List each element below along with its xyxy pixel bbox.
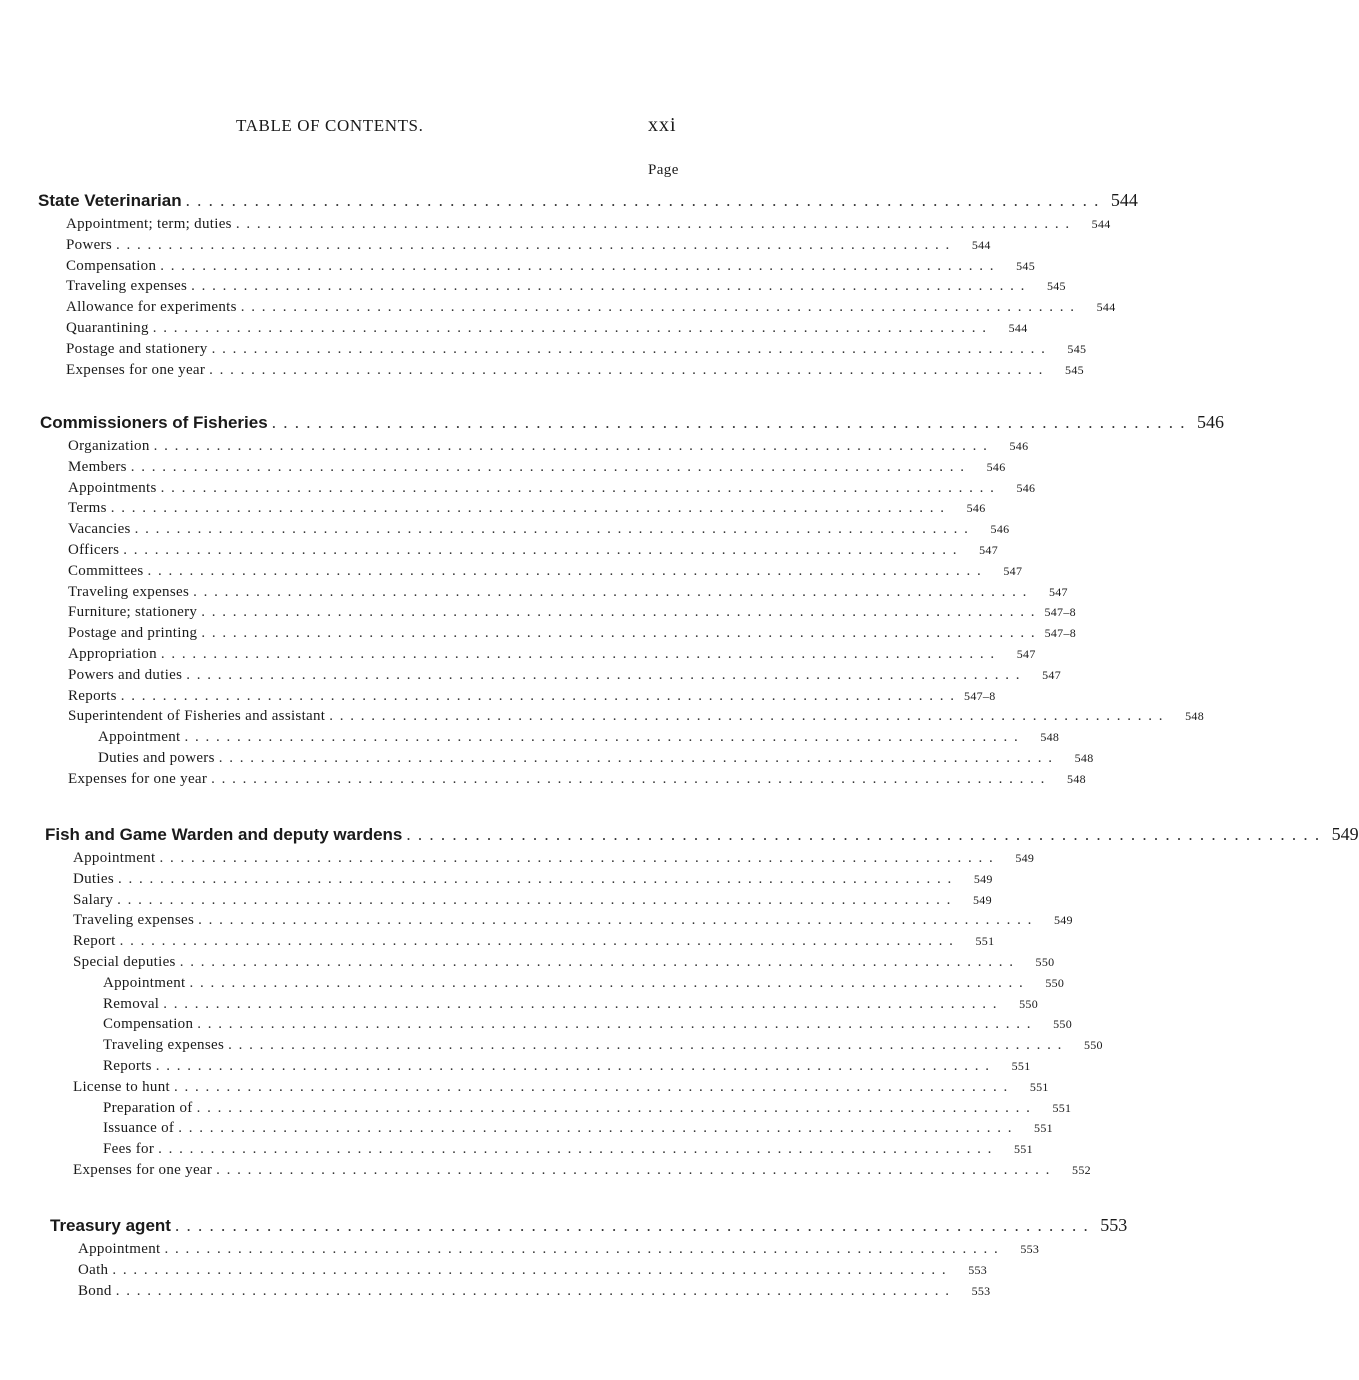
toc-entry: [45, 870, 993, 892]
dot-leader: . . . . . . . . . . . . . . . . . . . . . . . . . . . . . . . . . . . . . . . . . . . . . . . . . . . . . . . . . . . . . . . . . . . . . . . . . . . . . . . .: [211, 770, 1046, 787]
dot-leader: . . . . . . . . . . . . . . . . . . . . . . . . . . . . . . . . . . . . . . . . . . . . . . . . . . . . . . . . . . . . . . . . . . . . . . . . . . . . . . . .: [155, 1057, 991, 1074]
dot-leader: . . . . . . . . . . . . . . . . . . . . . . . . . . . . . . . . . . . . . . . . . . . . . . . . . . . . . . . . . . . . . . . . . . . . . . . . . . . . . . . .: [110, 500, 946, 517]
toc-entry-page: 552: [1072, 1162, 1091, 1177]
toc-entry: [40, 625, 1077, 646]
toc-entry: [45, 1037, 1103, 1058]
toc-entry-label: Duties and powers: [98, 749, 215, 766]
toc-entry-page: 548: [1040, 730, 1060, 745]
toc-entry-label: Appointment: [73, 850, 156, 866]
toc-entry-page: 549: [972, 892, 992, 907]
dot-leader: . . . . . . . . . . . . . . . . . . . . . . . . . . . . . . . . . . . . . . . . . . . . . . . . . . . . . . . . . . . . . . . . . . . . . . . . . . . . . . . .: [119, 933, 955, 950]
toc-entry-page: 553: [1020, 1242, 1040, 1256]
toc-entry-label: Terms: [68, 500, 107, 517]
toc-entry-label: Compensation: [103, 1016, 194, 1033]
toc-entry: [38, 216, 1111, 237]
dot-leader: . . . . . . . . . . . . . . . . . . . . . . . . . . . . . . . . . . . . . . . . . . . . . . . . . . . . . . . . . . . . . . . . . . . . . . . . . . . . . . . .: [115, 1282, 951, 1299]
toc-entry: [40, 666, 1062, 688]
toc-entry-label: Expenses for one year: [66, 361, 206, 378]
toc-entry-page: 553: [968, 1262, 988, 1277]
dot-leader: . . . . . . . . . . . . . . . . . . . . . . . . . . . . . . . . . . . . . . . . . . . . . . . . . . . . . . . . . . . . . . . . . . . . . . . . . . . . . . . .: [147, 562, 983, 579]
toc-entry: [45, 1057, 1031, 1079]
toc-entry-page: 544: [1096, 300, 1116, 315]
section-heading-page: 546: [1196, 412, 1224, 432]
section-heading: [38, 190, 1138, 214]
toc-entry: [45, 912, 1073, 933]
dot-leader: . . . . . . . . . . . . . . . . . . . . . . . . . . . . . . . . . . . . . . . . . . . . . . . . . . . . . . . . . . . . . . . . . . . . . . . . . . . . . . . .: [160, 257, 996, 274]
section-heading: [50, 1215, 1128, 1239]
dot-leader: . . . . . . . . . . . . . . . . . . . . . . . . . . . . . . . . . . . . . . . . . . . . . . . . . . . . . . . . . . . . . . . . . . . . . . . . . . . . . . . .: [123, 541, 959, 558]
dot-leader: . . . . . . . . . . . . . . . . . . . . . . . . . . . . . . . . . . . . . . . . . . . . . . . . . . . . . . . . . . . . . . . . . . . . . . . . . . . . . . . .: [240, 299, 1076, 316]
toc-entry-label: License to hunt: [73, 1078, 170, 1095]
dot-leader: . . . . . . . . . . . . . . . . . . . . . . . . . . . . . . . . . . . . . . . . . . . . . . . . . . . . . . . . . . . . . . . . . . . . . . . . . . . . . . . .: [174, 1216, 1090, 1235]
toc-entry-label: Issuance of: [103, 1120, 175, 1137]
toc-entry-label: Duties: [73, 870, 114, 887]
dot-leader: . . . . . . . . . . . . . . . . . . . . . . . . . . . . . . . . . . . . . . . . . . . . . . . . . . . . . . . . . . . . . . . . . . . . . . . . . . . . . . . .: [160, 479, 996, 496]
toc-entry-label: Postage and printing: [68, 625, 198, 642]
toc-entry-label: Bond: [78, 1282, 112, 1299]
toc-entry-label: Powers: [66, 236, 112, 253]
dot-leader: . . . . . . . . . . . . . . . . . . . . . . . . . . . . . . . . . . . . . . . . . . . . . . . . . . . . . . . . . . . . . . . . . . . . . . . . . . . . . . . .: [406, 825, 1321, 844]
toc-entry-label: Powers and duties: [68, 666, 183, 683]
toc-entry-page: 550: [1019, 996, 1039, 1011]
toc-entry-page: 549: [1015, 851, 1035, 865]
dot-leader: . . . . . . . . . . . . . . . . . . . . . . . . . . . . . . . . . . . . . . . . . . . . . . . . . . . . . . . . . . . . . . . . . . . . . . . . . . . . . . . .: [189, 974, 1025, 991]
toc-entry-page: 547–8: [1044, 605, 1076, 620]
dot-leader: . . . . . . . . . . . . . . . . . . . . . . . . . . . . . . . . . . . . . . . . . . . . . . . . . . . . . . . . . . . . . . . . . . . . . . . . . . . . . . . .: [117, 891, 952, 908]
toc-entry-page: 551: [1034, 1121, 1053, 1136]
toc-entry-label: Fees for: [103, 1141, 155, 1158]
toc-section: [40, 412, 1224, 792]
toc-entry-label: Quarantining: [66, 319, 149, 336]
toc-entry-label: Appropriation: [68, 645, 157, 662]
toc-entry-label: Expenses for one year: [73, 1161, 213, 1178]
toc-entry: [40, 604, 1076, 625]
toc-entry: [40, 749, 1094, 771]
toc-entry: [45, 1078, 1049, 1100]
toc-entry-label: Removal: [103, 995, 160, 1012]
toc-entry-label: Special deputies: [73, 953, 176, 970]
section-heading-page: 553: [1100, 1215, 1128, 1235]
dot-leader: . . . . . . . . . . . . . . . . . . . . . . . . . . . . . . . . . . . . . . . . . . . . . . . . . . . . . . . . . . . . . . . . . . . . . . . . . . . . . . . .: [201, 625, 1037, 642]
toc-entry: [45, 953, 1055, 975]
toc-entry-page: 551: [1013, 1142, 1033, 1157]
dot-leader: . . . . . . . . . . . . . . . . . . . . . . . . . . . . . . . . . . . . . . . . . . . . . . . . . . . . . . . . . . . . . . . . . . . . . . . . . . . . . . . .: [235, 216, 1071, 232]
toc-entry-label: Reports: [68, 687, 117, 704]
section-heading-page: 549: [1331, 824, 1359, 844]
toc-entry-page: 547–8: [964, 688, 996, 703]
toc-entry-page: 548: [1067, 771, 1086, 786]
dot-leader: . . . . . . . . . . . . . . . . . . . . . . . . . . . . . . . . . . . . . . . . . . . . . . . . . . . . . . . . . . . . . . . . . . . . . . . . . . . . . . . .: [186, 666, 1022, 683]
dot-leader: . . . . . . . . . . . . . . . . . . . . . . . . . . . . . . . . . . . . . . . . . . . . . . . . . . . . . . . . . . . . . . . . . . . . . . . . . . . . . . . .: [196, 1099, 1032, 1116]
toc-entry: [45, 1161, 1091, 1183]
toc-entry: [40, 687, 996, 709]
dot-leader: . . . . . . . . . . . . . . . . . . . . . . . . . . . . . . . . . . . . . . . . . . . . . . . . . . . . . . . . . . . . . . . . . . . . . . . . . . . . . . . .: [163, 995, 999, 1012]
toc-entry-page: 547: [979, 542, 999, 557]
section-heading-label: State Veterinarian: [38, 191, 182, 210]
toc-entry-label: Furniture; stationery: [68, 604, 198, 621]
toc-entry-page: 551: [975, 934, 995, 949]
toc-entry-page: 545: [1016, 258, 1036, 273]
toc-entry: [45, 974, 1065, 996]
toc-entry-page: 547: [1048, 584, 1068, 599]
toc-entry: [50, 1282, 991, 1304]
toc-entry-page: 546: [990, 522, 1010, 537]
toc-entry-page: 548: [1074, 750, 1094, 765]
toc-entry: [38, 361, 1084, 383]
toc-entry: [40, 479, 1036, 501]
toc-entry-label: Report: [73, 933, 116, 950]
toc-entry-page: 547: [1042, 667, 1062, 682]
toc-entry: [38, 236, 991, 258]
toc-entry-label: Superintendent of Fisheries and assistant: [68, 708, 326, 725]
dot-leader: . . . . . . . . . . . . . . . . . . . . . . . . . . . . . . . . . . . . . . . . . . . . . . . . . . . . . . . . . . . . . . . . . . . . . . . . . . . . . . . .: [152, 319, 988, 336]
toc-entry-page: 548: [1185, 709, 1205, 724]
toc-entry: [40, 458, 1006, 480]
dot-leader: . . . . . . . . . . . . . . . . . . . . . . . . . . . . . . . . . . . . . . . . . . . . . . . . . . . . . . . . . . . . . . . . . . . . . . . . . . . . . . . .: [173, 1078, 1009, 1095]
toc-entry-label: Traveling expenses: [73, 912, 195, 929]
toc-entry-page: 544: [1008, 320, 1028, 335]
toc-entry-label: Appointment: [98, 729, 181, 746]
toc-entry-page: 546: [986, 459, 1006, 474]
dot-leader: . . . . . . . . . . . . . . . . . . . . . . . . . . . . . . . . . . . . . . . . . . . . . . . . . . . . . . . . . . . . . . . . . . . . . . . . . . . . . . . .: [134, 521, 970, 538]
dot-leader: . . . . . . . . . . . . . . . . . . . . . . . . . . . . . . . . . . . . . . . . . . . . . . . . . . . . . . . . . . . . . . . . . . . . . . . . . . . . . . . .: [178, 1120, 1013, 1137]
toc-entry: [40, 438, 1029, 459]
toc-entry: [45, 850, 1035, 871]
toc-entry-page: 546: [1009, 439, 1029, 453]
toc-entry: [45, 933, 995, 954]
toc-entry-page: 547: [1016, 646, 1036, 661]
toc-entry-label: Preparation of: [103, 1099, 193, 1116]
toc-entry-page: 550: [1035, 954, 1055, 969]
dot-leader: . . . . . . . . . . . . . . . . . . . . . . . . . . . . . . . . . . . . . . . . . . . . . . . . . . . . . . . . . . . . . . . . . . . . . . . . . . . . . . . .: [193, 583, 1028, 600]
toc-entry: [45, 1016, 1073, 1037]
toc-entry-label: Traveling expenses: [68, 583, 190, 600]
toc-entry-label: Vacancies: [68, 521, 131, 538]
section-heading: [40, 412, 1224, 436]
toc-entry-page: 549: [1053, 913, 1073, 928]
section-heading-label: Treasury agent: [50, 1216, 171, 1235]
toc-entry: [50, 1241, 1040, 1262]
page-column-label: Page: [648, 162, 679, 178]
dot-leader: . . . . . . . . . . . . . . . . . . . . . . . . . . . . . . . . . . . . . . . . . . . . . . . . . . . . . . . . . . . . . . . . . . . . . . . . . . . . . . . .: [130, 458, 966, 475]
section-heading-label: Fish and Game Warden and deputy wardens: [45, 825, 403, 844]
toc-entry: [40, 562, 1023, 584]
toc-entry-page: 553: [971, 1283, 991, 1298]
toc-entry-label: Expenses for one year: [68, 770, 208, 787]
dot-leader: . . . . . . . . . . . . . . . . . . . . . . . . . . . . . . . . . . . . . . . . . . . . . . . . . . . . . . . . . . . . . . . . . . . . . . . . . . . . . . . .: [191, 278, 1026, 295]
section-heading: [45, 824, 1359, 848]
toc-entry: [38, 257, 1036, 279]
toc-entry-label: Appointments: [68, 479, 157, 496]
dot-leader: . . . . . . . . . . . . . . . . . . . . . . . . . . . . . . . . . . . . . . . . . . . . . . . . . . . . . . . . . . . . . . . . . . . . . . . . . . . . . . . .: [160, 645, 996, 662]
dot-leader: . . . . . . . . . . . . . . . . . . . . . . . . . . . . . . . . . . . . . . . . . . . . . . . . . . . . . . . . . . . . . . . . . . . . . . . . . . . . . . . .: [216, 1161, 1051, 1178]
toc-entry-label: Organization: [68, 438, 150, 454]
dot-leader: . . . . . . . . . . . . . . . . . . . . . . . . . . . . . . . . . . . . . . . . . . . . . . . . . . . . . . . . . . . . . . . . . . . . . . . . . . . . . . . .: [218, 749, 1054, 766]
toc-entry-label: Traveling expenses: [66, 278, 188, 295]
dot-leader: . . . . . . . . . . . . . . . . . . . . . . . . . . . . . . . . . . . . . . . . . . . . . . . . . . . . . . . . . . . . . . . . . . . . . . . . . . . . . . . .: [197, 1016, 1033, 1033]
toc-entry-page: 551: [1029, 1079, 1049, 1094]
toc-entry-page: 545: [1046, 279, 1066, 294]
toc-entry: [40, 583, 1068, 605]
toc-entry: [38, 340, 1087, 362]
dot-leader: . . . . . . . . . . . . . . . . . . . . . . . . . . . . . . . . . . . . . . . . . . . . . . . . . . . . . . . . . . . . . . . . . . . . . . . . . . . . . . . .: [211, 340, 1047, 357]
dot-leader: . . . . . . . . . . . . . . . . . . . . . . . . . . . . . . . . . . . . . . . . . . . . . . . . . . . . . . . . . . . . . . . . . . . . . . . . . . . . . . . .: [153, 438, 989, 454]
toc-entry: [45, 1141, 1033, 1162]
toc-entry: [45, 995, 1039, 1017]
dot-leader: . . . . . . . . . . . . . . . . . . . . . . . . . . . . . . . . . . . . . . . . . . . . . . . . . . . . . . . . . . . . . . . . . . . . . . . . . . . . . . . .: [117, 870, 953, 887]
toc-entry: [40, 729, 1060, 750]
dot-leader: . . . . . . . . . . . . . . . . . . . . . . . . . . . . . . . . . . . . . . . . . . . . . . . . . . . . . . . . . . . . . . . . . . . . . . . . . . . . . . . .: [228, 1037, 1063, 1054]
toc-section: [38, 190, 1138, 382]
header-title: TABLE OF CONTENTS.: [236, 116, 424, 135]
dot-leader: . . . . . . . . . . . . . . . . . . . . . . . . . . . . . . . . . . . . . . . . . . . . . . . . . . . . . . . . . . . . . . . . . . . . . . . . . . . . . . . .: [184, 729, 1020, 746]
toc-entry-label: Reports: [103, 1057, 152, 1074]
toc-entry-label: Traveling expenses: [103, 1037, 225, 1054]
dot-leader: . . . . . . . . . . . . . . . . . . . . . . . . . . . . . . . . . . . . . . . . . . . . . . . . . . . . . . . . . . . . . . . . . . . . . . . . . . . . . . . .: [115, 236, 951, 253]
toc-entry: [38, 278, 1066, 299]
toc-entry-page: 545: [1067, 341, 1087, 356]
toc-entry: [50, 1261, 988, 1283]
dot-leader: . . . . . . . . . . . . . . . . . . . . . . . . . . . . . . . . . . . . . . . . . . . . . . . . . . . . . . . . . . . . . . . . . . . . . . . . . . . . . . . .: [159, 850, 995, 866]
toc-entry-label: Appointment: [103, 974, 186, 991]
toc-entry: [38, 319, 1028, 341]
toc-entry-label: Allowance for experiments: [66, 299, 237, 316]
toc-entry-page: 551: [1052, 1100, 1072, 1115]
dot-leader: . . . . . . . . . . . . . . . . . . . . . . . . . . . . . . . . . . . . . . . . . . . . . . . . . . . . . . . . . . . . . . . . . . . . . . . . . . . . . . . .: [120, 687, 956, 704]
toc-entry: [40, 500, 986, 521]
toc-entry: [40, 708, 1205, 729]
toc-entry-page: 544: [1091, 217, 1111, 231]
toc-entry: [45, 891, 992, 913]
toc-entry-page: 550: [1083, 1038, 1103, 1053]
toc-entry-page: 546: [1016, 480, 1036, 495]
toc-entry-page: 544: [971, 237, 991, 252]
dot-leader: . . . . . . . . . . . . . . . . . . . . . . . . . . . . . . . . . . . . . . . . . . . . . . . . . . . . . . . . . . . . . . . . . . . . . . . . . . . . . . . .: [158, 1141, 993, 1158]
dot-leader: . . . . . . . . . . . . . . . . . . . . . . . . . . . . . . . . . . . . . . . . . . . . . . . . . . . . . . . . . . . . . . . . . . . . . . . . . . . . . . . .: [112, 1261, 948, 1278]
toc-entry-page: 545: [1065, 362, 1084, 377]
toc-entry-page: 547–8: [1044, 626, 1077, 641]
toc-entry-page: 550: [1045, 975, 1065, 990]
toc-entry-label: Appointment: [78, 1241, 161, 1257]
dot-leader: . . . . . . . . . . . . . . . . . . . . . . . . . . . . . . . . . . . . . . . . . . . . . . . . . . . . . . . . . . . . . . . . . . . . . . . . . . . . . . . .: [271, 413, 1186, 432]
toc-entry: [38, 299, 1116, 320]
toc-entry: [40, 645, 1036, 667]
toc-entry-label: Committees: [68, 562, 144, 579]
toc-entry-page: 549: [973, 871, 993, 886]
toc-entry-label: Oath: [78, 1261, 109, 1278]
dot-leader: . . . . . . . . . . . . . . . . . . . . . . . . . . . . . . . . . . . . . . . . . . . . . . . . . . . . . . . . . . . . . . . . . . . . . . . . . . . . . . . .: [201, 604, 1036, 621]
toc-entry-label: Members: [68, 458, 127, 475]
toc-entry-label: Officers: [68, 541, 120, 558]
dot-leader: . . . . . . . . . . . . . . . . . . . . . . . . . . . . . . . . . . . . . . . . . . . . . . . . . . . . . . . . . . . . . . . . . . . . . . . . . . . . . . . .: [185, 191, 1100, 210]
toc-entry: [40, 521, 1010, 542]
section-heading-page: 544: [1110, 190, 1138, 210]
dot-leader: . . . . . . . . . . . . . . . . . . . . . . . . . . . . . . . . . . . . . . . . . . . . . . . . . . . . . . . . . . . . . . . . . . . . . . . . . . . . . . . .: [209, 361, 1044, 378]
dot-leader: . . . . . . . . . . . . . . . . . . . . . . . . . . . . . . . . . . . . . . . . . . . . . . . . . . . . . . . . . . . . . . . . . . . . . . . . . . . . . . . .: [198, 912, 1033, 929]
toc-section: [50, 1215, 1128, 1303]
dot-leader: . . . . . . . . . . . . . . . . . . . . . . . . . . . . . . . . . . . . . . . . . . . . . . . . . . . . . . . . . . . . . . . . . . . . . . . . . . . . . . . .: [329, 708, 1165, 725]
toc-entry: [45, 1120, 1053, 1141]
toc-section: [45, 824, 1359, 1183]
toc-entry-label: Appointment; term; duties: [66, 216, 232, 232]
toc-entry-label: Salary: [73, 891, 114, 908]
section-heading-label: Commissioners of Fisheries: [40, 413, 268, 432]
toc-entry: [40, 770, 1086, 792]
toc-entry-page: 551: [1011, 1058, 1031, 1073]
header-page-number: xxi: [648, 114, 677, 136]
toc-entry-label: Postage and stationery: [66, 340, 208, 357]
toc-entry-page: 550: [1053, 1017, 1073, 1032]
running-header: [0, 116, 862, 140]
dot-leader: . . . . . . . . . . . . . . . . . . . . . . . . . . . . . . . . . . . . . . . . . . . . . . . . . . . . . . . . . . . . . . . . . . . . . . . . . . . . . . . .: [164, 1241, 1000, 1257]
toc-entry: [40, 541, 999, 563]
dot-leader: . . . . . . . . . . . . . . . . . . . . . . . . . . . . . . . . . . . . . . . . . . . . . . . . . . . . . . . . . . . . . . . . . . . . . . . . . . . . . . . .: [179, 953, 1015, 970]
toc-entry-page: 547: [1003, 563, 1023, 578]
toc-entry-page: 546: [966, 501, 986, 516]
toc-entry-label: Compensation: [66, 257, 157, 274]
toc-entry: [45, 1099, 1072, 1121]
